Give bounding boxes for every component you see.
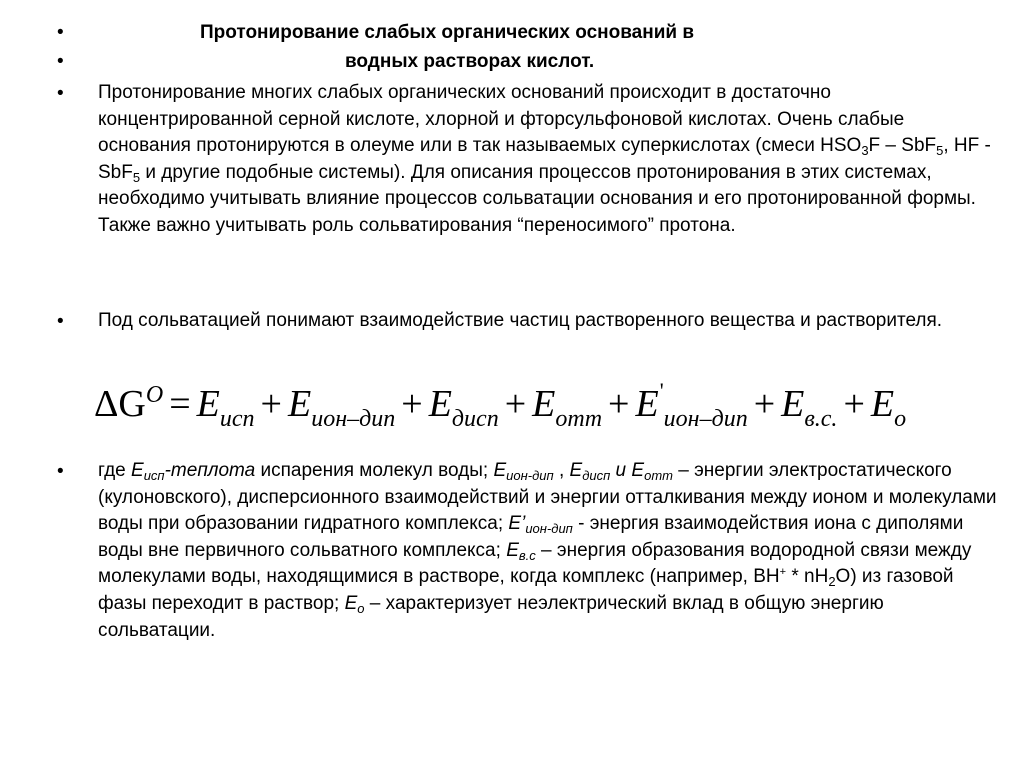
energy-symbol: E’ xyxy=(508,513,526,535)
subscript: ион-дип xyxy=(506,468,554,483)
prime-mark: ' xyxy=(659,378,664,403)
subscript: ион-дип xyxy=(525,521,573,537)
energy-symbol: E xyxy=(532,383,556,425)
energy-symbol: E xyxy=(428,383,452,425)
text-run: Протонирование многих слабых органических оснований происходит в достаточно концентрированной серной кислоте, хлорной и фторсульфоновой кислотах. Очень слабые основания протонируются в олеуме или в так называемых суперкислотах (смеси HSO xyxy=(98,82,905,157)
subscript: 3 xyxy=(861,143,869,159)
bullet: • xyxy=(57,83,64,104)
paragraph-protonation xyxy=(98,80,998,240)
title-line-1: Протонирование слабых органических оснований в xyxy=(200,22,695,43)
subscript-ott: отт xyxy=(555,406,603,432)
bullet: • xyxy=(57,461,64,482)
text-run: испарения молекул воды; xyxy=(255,460,494,481)
superscript-o: O xyxy=(145,382,164,408)
plus-sign: + xyxy=(504,383,527,425)
energy-symbol: E xyxy=(131,460,144,481)
text-run: -теплота xyxy=(164,460,256,481)
energy-symbol: E xyxy=(493,460,507,481)
plus-sign: + xyxy=(608,383,630,425)
text-run: – энергия образования водородной связи между молекулами воды, находящимися в растворе, когда комплекс (например, BH xyxy=(98,539,972,588)
subscript: дисп xyxy=(582,468,611,483)
text-run: , xyxy=(553,460,570,481)
text-run: * nH xyxy=(786,566,829,588)
solvation-energy-formula xyxy=(94,378,1004,442)
equals-sign: = xyxy=(169,383,191,425)
plus-sign: + xyxy=(843,383,865,425)
bullet: • xyxy=(57,311,64,332)
text-run: - энергия взаимодействия иона с диполями воды вне первичного сольватного комплекса; xyxy=(98,513,964,561)
delta-g: ΔG xyxy=(94,383,146,425)
energy-symbol: E xyxy=(196,383,220,425)
bullet: • xyxy=(57,22,64,43)
subscript-o: о xyxy=(894,406,907,432)
subscript-isp: исп xyxy=(219,406,255,432)
subscript-vs: в.с. xyxy=(804,406,838,432)
subscript: исп xyxy=(143,468,165,483)
subscript-ion-dip: ион–дип xyxy=(663,406,748,432)
text-run: где xyxy=(98,460,132,481)
subscript-disp: дисп xyxy=(451,406,499,432)
subscript: о xyxy=(357,600,365,616)
plus-sign: + xyxy=(260,383,282,425)
energy-symbol: E xyxy=(506,539,519,561)
paragraph-solvation-definition: Под сольватацией понимают взаимодействие частиц растворенного вещества и растворителя. xyxy=(98,310,943,331)
subscript: 2 xyxy=(828,574,836,590)
text-run: и другие подобные системы). Для описания процессов протонирования в этих системах, необходимо учитывать влияние процессов сольватации основания и его протонированной формы. Также важно учитывать роль сольватирования “переносимого” протона. xyxy=(98,161,976,236)
bullet: • xyxy=(57,51,64,72)
subscript: отт xyxy=(644,468,673,483)
text-run: F – SbF xyxy=(868,135,937,157)
superscript: + xyxy=(779,566,787,579)
energy-symbol: E xyxy=(781,383,805,425)
plus-sign: + xyxy=(401,383,423,425)
text-run: O) из газовой фазы переходит в раствор; xyxy=(98,566,954,614)
subscript-ion-dip: ион–дип xyxy=(311,406,396,432)
text-run: и xyxy=(610,460,632,481)
text-run: , HF - SbF xyxy=(98,135,991,183)
energy-symbol: E xyxy=(569,460,583,481)
energy-symbol: E xyxy=(287,383,312,425)
energy-symbol: E xyxy=(631,460,645,481)
subscript: в.с xyxy=(518,547,536,563)
text-run: – характеризует неэлектрический вклад в общую энергию сольватации. xyxy=(98,592,884,641)
title-line-2: водных растворах кислот. xyxy=(345,51,595,72)
paragraph-formula-explanation xyxy=(98,458,998,644)
energy-symbol: E xyxy=(635,383,659,425)
energy-symbol: E xyxy=(870,383,895,425)
energy-symbol: E xyxy=(344,592,358,614)
text-run: – энергии электростатического (кулоновского), дисперсионного взаимодействий и энергии отталкивания между ионом и молекулами воды при образовании гидратного комплекса; xyxy=(98,460,997,535)
subscript: 5 xyxy=(132,169,141,185)
subscript: 5 xyxy=(936,143,944,159)
plus-sign: + xyxy=(753,383,776,425)
